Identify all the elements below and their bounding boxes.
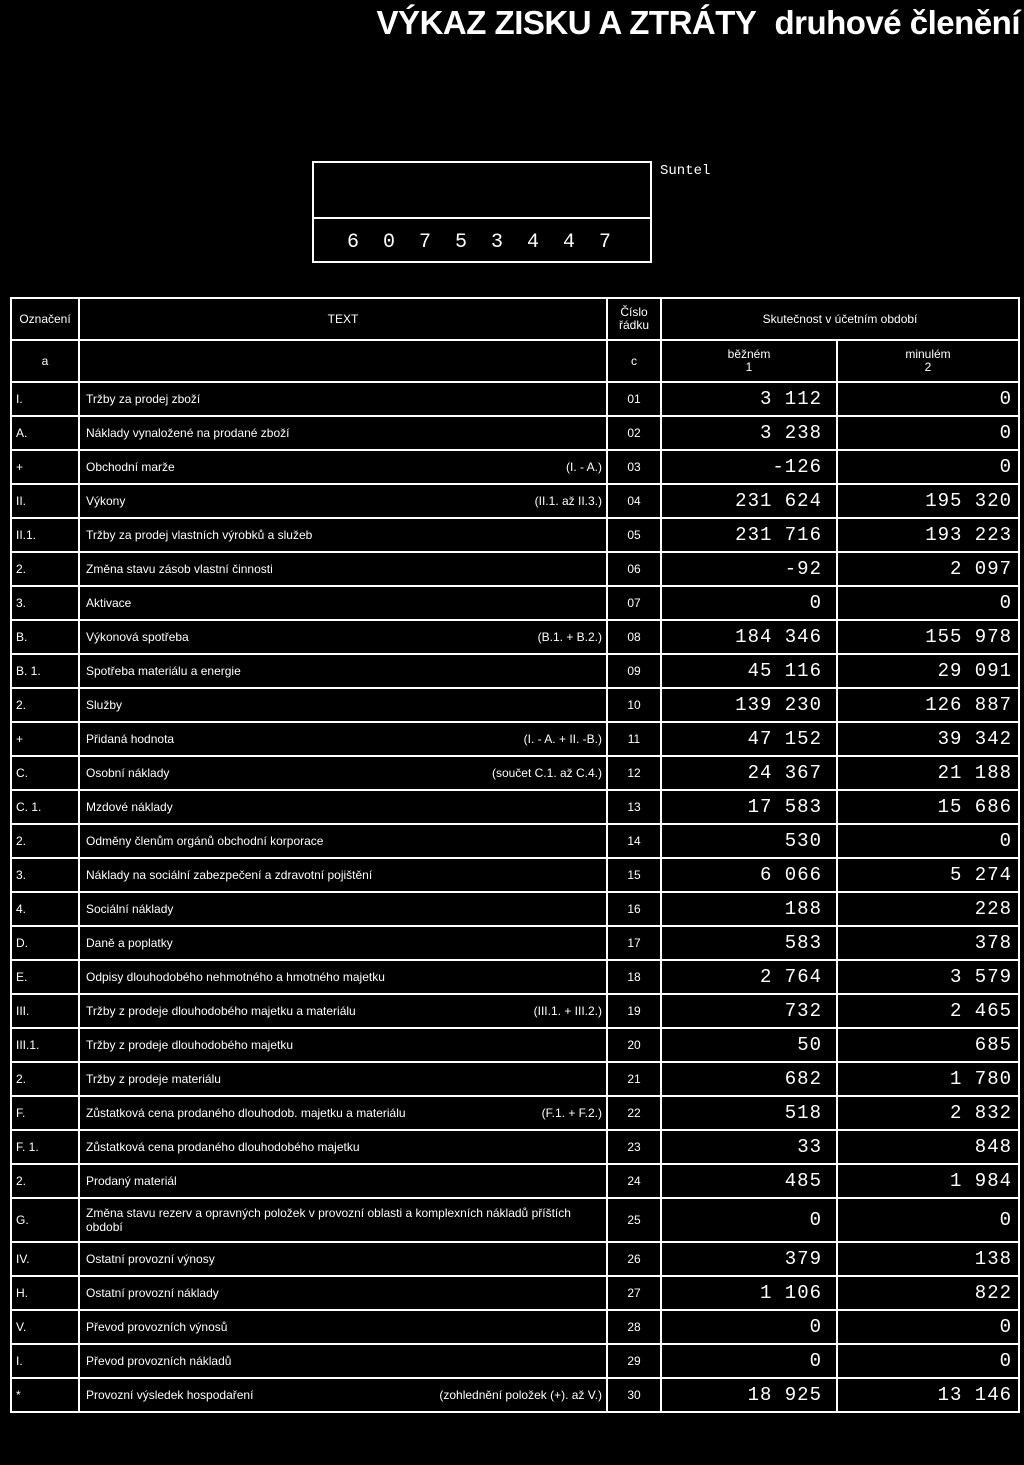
row-mark: III.1.: [11, 1028, 79, 1062]
row-previous-period: 138: [837, 1242, 1019, 1276]
row-previous-period: 155 978: [837, 620, 1019, 654]
row-text: Výkony: [86, 494, 126, 508]
row-line-number: 29: [607, 1344, 661, 1378]
row-text: Osobní náklady: [86, 766, 170, 780]
row-current-period: 231 624: [661, 484, 837, 518]
row-mark: D.: [11, 926, 79, 960]
row-text: Zůstatková cena prodaného dlouhodob. majetku a materiálu: [86, 1106, 406, 1120]
row-line-number: 04: [607, 484, 661, 518]
row-line-number: 07: [607, 586, 661, 620]
row-previous-period: 126 887: [837, 688, 1019, 722]
row-previous-period: 0: [837, 1344, 1019, 1378]
row-text-cell: [79, 518, 607, 552]
row-text-cell: [79, 1310, 607, 1344]
row-text: Tržby za prodej zboží: [86, 392, 201, 406]
row-text: Sociální náklady: [86, 902, 174, 916]
row-current-period: 732: [661, 994, 837, 1028]
table-row: [11, 1276, 1019, 1310]
row-previous-period: 13 146: [837, 1378, 1019, 1412]
row-text-cell: [79, 1062, 607, 1096]
row-current-period: 485: [661, 1164, 837, 1198]
row-line-number: 21: [607, 1062, 661, 1096]
row-mark: 2.: [11, 1164, 79, 1198]
row-current-period: 6 066: [661, 858, 837, 892]
row-text-cell: [79, 1198, 607, 1242]
row-text-cell: [79, 1028, 607, 1062]
table-row: [11, 450, 1019, 484]
table-row: [11, 824, 1019, 858]
row-text-cell: [79, 1276, 607, 1310]
row-previous-period: 5 274: [837, 858, 1019, 892]
report-title-main: VÝKAZ ZISKU A ZTRÁTY: [376, 4, 757, 41]
row-text: Převod provozních nákladů: [86, 1354, 232, 1368]
header-bezne: [661, 340, 837, 382]
table-row: [11, 926, 1019, 960]
row-text-cell: [79, 1164, 607, 1198]
row-text: Tržby z prodeje dlouhodobého majetku: [86, 1038, 294, 1052]
row-current-period: 3 238: [661, 416, 837, 450]
table-row: [11, 552, 1019, 586]
row-current-period: 530: [661, 824, 837, 858]
table-row: [11, 620, 1019, 654]
row-current-period: 0: [661, 586, 837, 620]
row-current-period: 18 925: [661, 1378, 837, 1412]
row-current-period: 1 106: [661, 1276, 837, 1310]
row-previous-period: 228: [837, 892, 1019, 926]
row-current-period: 379: [661, 1242, 837, 1276]
row-mark: 3.: [11, 858, 79, 892]
header-col-1: 1: [745, 360, 753, 374]
row-current-period: 3 112: [661, 382, 837, 416]
row-current-period: 45 116: [661, 654, 837, 688]
table-row: [11, 722, 1019, 756]
row-current-period: 0: [661, 1198, 837, 1242]
row-text-cell: [79, 824, 607, 858]
row-mark: III.: [11, 994, 79, 1028]
row-previous-period: 0: [837, 382, 1019, 416]
row-current-period: 0: [661, 1310, 837, 1344]
row-text-cell: [79, 586, 607, 620]
row-line-number: 02: [607, 416, 661, 450]
row-text: Obchodní marže: [86, 460, 175, 474]
row-line-number: 24: [607, 1164, 661, 1198]
table-row: [11, 960, 1019, 994]
row-previous-period: 848: [837, 1130, 1019, 1164]
row-line-number: 11: [607, 722, 661, 756]
row-mark: II.: [11, 484, 79, 518]
row-previous-period: 2 097: [837, 552, 1019, 586]
row-text: Náklady vynaložené na prodané zboží: [86, 426, 290, 440]
row-previous-period: 193 223: [837, 518, 1019, 552]
row-previous-period: 0: [837, 416, 1019, 450]
row-text-cell: [79, 960, 607, 994]
row-line-number: 13: [607, 790, 661, 824]
row-text: Prodaný materiál: [86, 1174, 177, 1188]
row-mark: E.: [11, 960, 79, 994]
row-text: Přidaná hodnota: [86, 732, 175, 746]
row-text: Aktivace: [86, 596, 132, 610]
table-row: [11, 382, 1019, 416]
row-current-period: 17 583: [661, 790, 837, 824]
id-box-divider: [314, 217, 650, 219]
table-row: [11, 858, 1019, 892]
table-row: [11, 1062, 1019, 1096]
row-text: Tržby za prodej vlastních výrobků a služeb: [86, 528, 313, 542]
row-current-period: -126: [661, 450, 837, 484]
row-line-number: 19: [607, 994, 661, 1028]
row-current-period: 682: [661, 1062, 837, 1096]
row-line-number: 09: [607, 654, 661, 688]
row-previous-period: 3 579: [837, 960, 1019, 994]
row-mark: I.: [11, 382, 79, 416]
row-line-number: 05: [607, 518, 661, 552]
row-mark: 2.: [11, 1062, 79, 1096]
row-line-number: 23: [607, 1130, 661, 1164]
row-text-cell: [79, 450, 607, 484]
row-line-number: 27: [607, 1276, 661, 1310]
table-row: [11, 790, 1019, 824]
row-text: Provozní výsledek hospodaření: [86, 1388, 254, 1402]
row-mark: II.1.: [11, 518, 79, 552]
row-current-period: 24 367: [661, 756, 837, 790]
row-previous-period: 0: [837, 450, 1019, 484]
header-col-a: a: [11, 340, 79, 382]
row-current-period: 518: [661, 1096, 837, 1130]
row-mark: IV.: [11, 1242, 79, 1276]
header-text-blank: [79, 340, 607, 382]
row-text: Daně a poplatky: [86, 936, 173, 950]
row-text-cell: [79, 1344, 607, 1378]
table-row: [11, 1198, 1019, 1242]
row-current-period: 33: [661, 1130, 837, 1164]
table-row: [11, 688, 1019, 722]
row-line-number: 06: [607, 552, 661, 586]
row-text-cell: [79, 382, 607, 416]
row-previous-period: 822: [837, 1276, 1019, 1310]
table-row: [11, 1130, 1019, 1164]
row-previous-period: 0: [837, 1310, 1019, 1344]
row-formula: (III.1. + III.2.): [533, 1004, 602, 1018]
header-text: TEXT: [79, 298, 607, 340]
row-mark: 2.: [11, 824, 79, 858]
row-mark: 4.: [11, 892, 79, 926]
row-text: Ostatní provozní náklady: [86, 1286, 219, 1300]
row-previous-period: 0: [837, 1198, 1019, 1242]
row-line-number: 28: [607, 1310, 661, 1344]
row-line-number: 08: [607, 620, 661, 654]
row-previous-period: 378: [837, 926, 1019, 960]
table-row: [11, 892, 1019, 926]
company-name: Suntel: [660, 163, 711, 179]
table-row: [11, 416, 1019, 450]
row-text-cell: [79, 484, 607, 518]
row-line-number: 25: [607, 1198, 661, 1242]
row-line-number: 20: [607, 1028, 661, 1062]
row-text: Výkonová spotřeba: [86, 630, 189, 644]
row-mark: I.: [11, 1344, 79, 1378]
row-text-cell: [79, 892, 607, 926]
row-formula: (F.1. + F.2.): [541, 1106, 602, 1120]
table-row: [11, 994, 1019, 1028]
row-text: Mzdové náklady: [86, 800, 173, 814]
row-text: Tržby z prodeje materiálu: [86, 1072, 221, 1086]
row-current-period: 583: [661, 926, 837, 960]
row-line-number: 15: [607, 858, 661, 892]
row-line-number: 16: [607, 892, 661, 926]
header-col-c: c: [607, 340, 661, 382]
row-current-period: 139 230: [661, 688, 837, 722]
row-current-period: 188: [661, 892, 837, 926]
row-text-cell: [79, 858, 607, 892]
row-previous-period: 2 832: [837, 1096, 1019, 1130]
row-previous-period: 195 320: [837, 484, 1019, 518]
row-line-number: 12: [607, 756, 661, 790]
table-row: [11, 654, 1019, 688]
row-text-cell: [79, 620, 607, 654]
row-formula: (I. - A. + II. -B.): [523, 732, 602, 746]
table-row: [11, 756, 1019, 790]
row-mark: V.: [11, 1310, 79, 1344]
row-current-period: 50: [661, 1028, 837, 1062]
row-mark: 2.: [11, 552, 79, 586]
row-line-number: 10: [607, 688, 661, 722]
header-col-2: 2: [924, 360, 932, 374]
row-mark: H.: [11, 1276, 79, 1310]
row-formula: (I. - A.): [566, 460, 602, 474]
row-previous-period: 2 465: [837, 994, 1019, 1028]
table-row: [11, 1164, 1019, 1198]
row-text-cell: [79, 1096, 607, 1130]
row-text-cell: [79, 552, 607, 586]
row-text: Odpisy dlouhodobého nehmotného a hmotného majetku: [86, 970, 385, 984]
row-text: Změna stavu rezerv a opravných položek v provozní oblasti a komplexních nákladů příštích období: [86, 1206, 571, 1234]
row-mark: F.: [11, 1096, 79, 1130]
row-mark: C. 1.: [11, 790, 79, 824]
row-mark: 3.: [11, 586, 79, 620]
row-current-period: 0: [661, 1344, 837, 1378]
report-title-sub: druhové členění: [774, 4, 1020, 41]
row-text: Tržby z prodeje dlouhodobého majetku a materiálu: [86, 1004, 356, 1018]
row-previous-period: 685: [837, 1028, 1019, 1062]
row-line-number: 18: [607, 960, 661, 994]
row-mark: +: [11, 722, 79, 756]
header-minule-label: minulém: [905, 347, 951, 361]
row-current-period: -92: [661, 552, 837, 586]
report-title: [377, 4, 1020, 42]
header-row-2: [11, 340, 1019, 382]
row-text-cell: [79, 688, 607, 722]
row-text-cell: [79, 722, 607, 756]
row-text: Spotřeba materiálu a energie: [86, 664, 241, 678]
table-row: [11, 1028, 1019, 1062]
row-line-number: 17: [607, 926, 661, 960]
row-text-cell: [79, 1130, 607, 1164]
header-row-1: [11, 298, 1019, 340]
row-text: Převod provozních výnosů: [86, 1320, 228, 1334]
row-mark: +: [11, 450, 79, 484]
row-mark: C.: [11, 756, 79, 790]
row-formula: (B.1. + B.2.): [537, 630, 602, 644]
row-text-cell: [79, 790, 607, 824]
header-oznaceni: Označení: [11, 298, 79, 340]
table-row: [11, 1344, 1019, 1378]
table-row: [11, 518, 1019, 552]
row-line-number: 03: [607, 450, 661, 484]
row-text-cell: [79, 994, 607, 1028]
row-mark: B. 1.: [11, 654, 79, 688]
table-row: [11, 586, 1019, 620]
row-mark: 2.: [11, 688, 79, 722]
row-previous-period: 15 686: [837, 790, 1019, 824]
row-text-cell: [79, 654, 607, 688]
header-bezne-label: běžném: [727, 347, 771, 361]
row-mark: F. 1.: [11, 1130, 79, 1164]
row-text-cell: [79, 926, 607, 960]
row-previous-period: 0: [837, 824, 1019, 858]
company-ico: 6 0 7 5 3 4 4 7: [346, 231, 618, 254]
row-previous-period: 0: [837, 586, 1019, 620]
row-current-period: 184 346: [661, 620, 837, 654]
row-mark: A.: [11, 416, 79, 450]
company-id-box: [312, 161, 652, 263]
row-current-period: 47 152: [661, 722, 837, 756]
row-current-period: 2 764: [661, 960, 837, 994]
row-previous-period: 39 342: [837, 722, 1019, 756]
row-line-number: 22: [607, 1096, 661, 1130]
table-row: [11, 1310, 1019, 1344]
table-row: [11, 1242, 1019, 1276]
table-row: [11, 1096, 1019, 1130]
row-formula: (součet C.1. až C.4.): [491, 766, 602, 780]
row-text-cell: [79, 416, 607, 450]
row-formula: (II.1. až II.3.): [534, 494, 602, 508]
row-line-number: 30: [607, 1378, 661, 1412]
row-text: Ostatní provozní výnosy: [86, 1252, 215, 1266]
row-mark: G.: [11, 1198, 79, 1242]
row-text: Změna stavu zásob vlastní činnosti: [86, 562, 273, 576]
row-text: Odměny členům orgánů obchodní korporace: [86, 834, 324, 848]
row-formula: (zohlednění položek (+). až V.): [439, 1388, 602, 1402]
row-text-cell: [79, 756, 607, 790]
row-mark: *: [11, 1378, 79, 1412]
row-previous-period: 29 091: [837, 654, 1019, 688]
header-cislo-radku: Číslo řádku: [607, 298, 661, 340]
row-line-number: 26: [607, 1242, 661, 1276]
table-row: [11, 1378, 1019, 1412]
row-previous-period: 1 984: [837, 1164, 1019, 1198]
row-line-number: 01: [607, 382, 661, 416]
row-text: Náklady na sociální zabezpečení a zdravotní pojištění: [86, 868, 373, 882]
row-text: Zůstatková cena prodaného dlouhodobého majetku: [86, 1140, 360, 1154]
header-skutecnost: Skutečnost v účetním období: [661, 298, 1019, 340]
row-text: Služby: [86, 698, 123, 712]
row-text-cell: [79, 1242, 607, 1276]
row-text-cell: [79, 1378, 607, 1412]
header-minule: [837, 340, 1019, 382]
row-previous-period: 1 780: [837, 1062, 1019, 1096]
table-row: [11, 484, 1019, 518]
row-previous-period: 21 188: [837, 756, 1019, 790]
row-line-number: 14: [607, 824, 661, 858]
income-statement-table: [10, 297, 1020, 1413]
row-current-period: 231 716: [661, 518, 837, 552]
row-mark: B.: [11, 620, 79, 654]
